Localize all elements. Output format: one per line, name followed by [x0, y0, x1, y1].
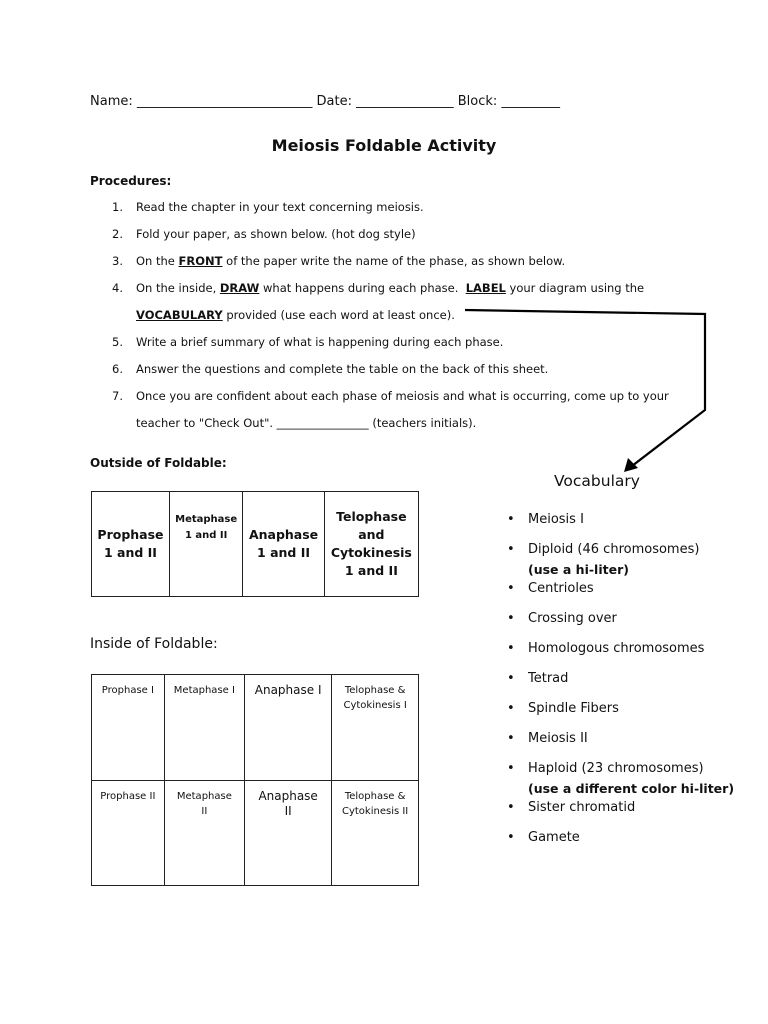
procedure-step: 2. Fold your paper, as shown below. (hot dog style) [112, 227, 416, 241]
vocab-item: • Homologous chromosomes [507, 639, 737, 669]
procedure-step: 6. Answer the questions and complete the table on the back of this sheet. [112, 362, 549, 376]
inside-cell-anaphase-1: Anaphase I [245, 675, 332, 781]
vocab-item: • Meiosis II [507, 729, 737, 759]
label-emphasis: LABEL [465, 281, 506, 295]
vocab-item: • Tetrad [507, 669, 737, 699]
inside-cell-metaphase-2: Metaphase II [164, 780, 244, 886]
vocab-item: • Gamete [507, 828, 737, 858]
procedure-step: 7. Once you are confident about each phase of meiosis and what is occurring, come up to your teacher to "Check Out". ________________ (teachers initials). [112, 389, 669, 430]
outside-cell-telophase: Telophase and Cytokinesis 1 and II [324, 492, 418, 597]
inside-heading: Inside of Foldable: [90, 636, 218, 652]
name-label: Name: [90, 94, 133, 109]
name-blank: ___________________________ [136, 94, 313, 109]
procedures-heading: Procedures: [90, 174, 172, 188]
vocab-item: • Centrioles [507, 579, 737, 609]
vocab-note: (use a hi-liter) [528, 562, 629, 577]
vocab-note: (use a different color hi-liter) [528, 781, 735, 796]
inside-cell-telophase-2: Telophase & Cytokinesis II [332, 780, 419, 886]
outside-cell-anaphase: Anaphase 1 and II [243, 492, 324, 597]
procedure-step: 3. On the FRONT of the paper write the name of the phase, as shown below. [112, 254, 566, 268]
vocabulary-list [507, 510, 737, 858]
page-title: Meiosis Foldable Activity [271, 136, 497, 155]
outside-cell-prophase: Prophase 1 and II [92, 492, 170, 597]
inside-cell-anaphase-2: Anaphase II [245, 780, 332, 886]
vocabulary-emphasis: VOCABULARY [136, 308, 223, 322]
vocabulary-heading: Vocabulary [554, 472, 640, 490]
procedure-step: 1. Read the chapter in your text concerning meiosis. [112, 200, 424, 214]
vocab-item: • Haploid (23 chromosomes) (use a different color hi-liter) [507, 759, 737, 798]
procedure-step: 5. Write a brief summary of what is happening during each phase. [112, 335, 504, 349]
draw-emphasis: DRAW [219, 281, 260, 295]
inside-cell-prophase-1: Prophase I [92, 675, 165, 781]
vocab-item: • Meiosis I [507, 510, 737, 540]
procedure-step: 4. On the inside, DRAW what happens during each phase. LABEL your diagram using the VOCABULARY provided (use each word at least once). [112, 281, 645, 322]
inside-cell-metaphase-1: Metaphase I [164, 675, 244, 781]
front-emphasis: FRONT [178, 254, 223, 268]
outside-cell-metaphase: Metaphase 1 and II [169, 492, 242, 597]
inside-cell-prophase-2: Prophase II [92, 780, 165, 886]
vocab-item: • Sister chromatid [507, 798, 737, 828]
vocab-item: • Crossing over [507, 609, 737, 639]
outside-heading: Outside of Foldable: [90, 456, 227, 470]
date-label: Date: [316, 94, 352, 109]
inside-foldable-table [91, 674, 419, 886]
block-label: Block: [457, 94, 498, 109]
date-blank: _______________ [356, 94, 454, 109]
block-blank: _________ [501, 94, 560, 109]
vocab-item: • Diploid (46 chromosomes) (use a hi-liter) [507, 540, 737, 579]
inside-cell-telophase-1: Telophase & Cytokinesis I [332, 675, 419, 781]
outside-foldable-table [91, 491, 419, 597]
vocab-item: • Spindle Fibers [507, 699, 737, 729]
